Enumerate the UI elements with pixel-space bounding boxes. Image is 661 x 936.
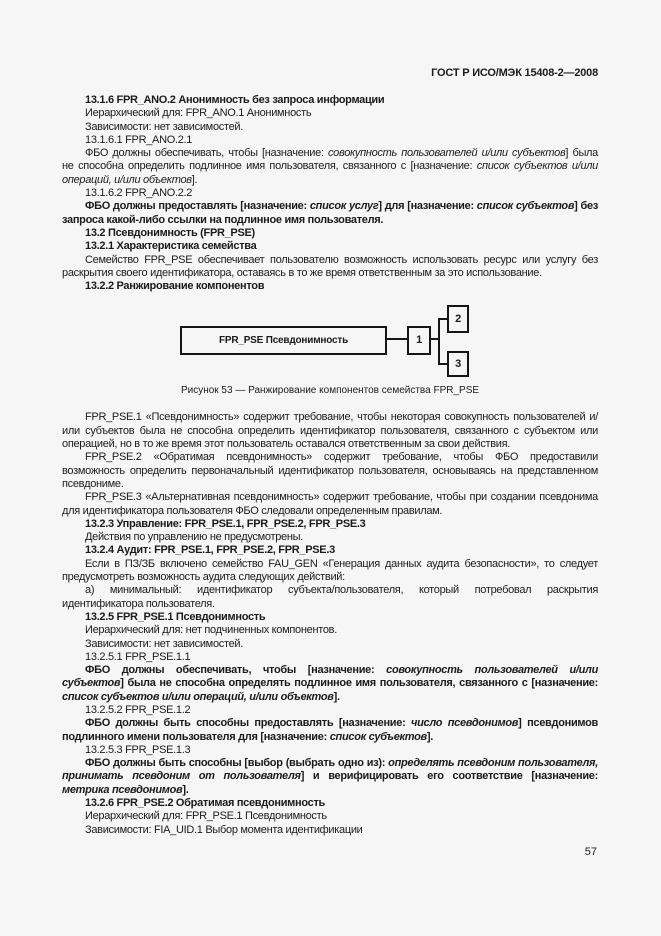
text-segment: 13.2.5 FPR_PSE.1 Псевдонимность [85,610,266,623]
body-paragraph [62,134,598,147]
body-paragraph [62,411,598,451]
text-segment: Иерархический для: нет подчиненных компонентов. [85,624,337,637]
text-segment: список субъектов и/или операций, и/или объектов [62,160,598,186]
body-paragraph [62,584,598,611]
body-paragraph [62,107,598,120]
body-paragraph [62,254,598,281]
section-heading [62,611,598,624]
body-paragraph [62,451,598,491]
text-segment: 13.2.4 Аудит: FPR_PSE.1, FPR_PSE.2, FPR_PSE.3 [85,544,335,557]
text-segment: ФБО должны быть способны предоставлять [назначение: [85,717,412,730]
body-paragraph [62,121,598,134]
text-segment: ]. [182,783,189,796]
figure-53-component-ranking [62,293,598,397]
body-paragraph [62,638,598,651]
text-segment: совокупность пользователей и/или субъектов [62,664,599,690]
section-block-top [62,94,598,293]
body-paragraph [62,757,598,797]
figure-connector-branch-2 [440,318,447,320]
text-segment: ] была не способна определить подлинное имя пользователя, связанного с [назначение: [62,147,598,173]
figure-component-1-label: 1 [416,334,422,347]
text-segment: 13.2.2 Ранжирование компонентов [85,280,265,293]
figure-component-2-box [447,305,469,333]
body-paragraph [62,558,598,585]
figure-family-label: FPR_PSE Псевдонимность [218,335,349,347]
text-segment: ФБО должны обеспечивать, чтобы [назначение: [85,147,328,160]
text-segment: FPR_PSE.3 «Альтернативная псевдонимность» содержит требование, чтобы при создании псевдонима для идентификатора пользователя ФБО следовали определенным правилам. [62,491,598,517]
text-segment: определять псевдоним пользователя, принимать псевдоним от пользователя [62,757,598,783]
text-segment: 13.2.3 Управление: FPR_PSE.1, FPR_PSE.2, FPR_PSE.3 [85,517,366,530]
text-segment: 13.2.5.3 FPR_PSE.1.3 [85,743,191,756]
text-segment: ]. [426,730,434,743]
text-segment: ] без запроса какой-либо ссылки на подлинное имя пользователя. [62,200,598,226]
text-segment: 13.2.1 Характеристика семейства [85,240,257,253]
text-segment: список субъектов [476,200,575,213]
section-heading [62,518,598,531]
text-segment: список услуг [309,200,379,213]
text-segment: Иерархический для: FPR_ANO.1 Анонимность [85,107,312,120]
body-paragraph [62,651,598,664]
body-paragraph [62,744,598,757]
text-segment: метрика псевдонимов [62,783,183,796]
text-segment: Иерархический для: FPR_PSE.1 Псевдонимность [85,810,327,823]
section-heading [62,227,598,240]
standard-header: ГОСТ Р ИСО/МЭК 15408-2—2008 [431,67,598,79]
text-segment: ]. [191,173,198,186]
body-paragraph [62,704,598,717]
text-segment: ФБО должны предоставлять [назначение: [85,200,310,213]
text-segment: Если в ПЗ/ЗБ включено семейство FAU_GEN «Генерация данных аудита безопасности», то следует предусмотреть возможность аудита следующих действий: [62,557,598,584]
text-segment: 13.2.5.1 FPR_PSE.1.1 [85,650,191,663]
figure-branch-vertical-line [438,318,440,365]
text-segment: ] псевдонимов подлинного имени пользователя для [назначение: [62,717,598,743]
body-paragraph [62,624,598,637]
text-segment: Зависимости: нет зависимостей. [85,637,243,650]
figure-caption: Рисунок 53 — Ранжирование компонентов семейства FPR_PSE [180,385,480,397]
body-paragraph [62,147,598,187]
body-paragraph [62,810,598,823]
section-heading [62,240,598,253]
text-segment: 13.1.6 FPR_ANO.2 Анонимность без запроса информации [85,94,385,106]
text-segment: 13.2.5.2 FPR_PSE.1.2 [85,703,191,716]
text-segment: 13.1.6.1 FPR_ANO.2.1 [85,133,193,146]
section-heading [62,797,598,810]
document-body [62,94,598,837]
section-block-bottom [62,411,598,837]
section-heading [62,544,598,557]
body-paragraph [62,200,598,227]
text-segment: 13.2.6 FPR_PSE.2 Обратимая псевдонимность [85,797,325,810]
text-segment: ФБО должны быть способны [выбор (выбрать одно из): [85,757,389,770]
text-segment: список субъектов [329,730,427,743]
text-segment: Семейство FPR_PSE обеспечивает пользователю возможность использовать ресурс или услугу без раскрытия своего идентификатора, оставаясь в то же время ответственным за это использование. [62,253,598,279]
text-segment: 13.2 Псевдонимность (FPR_PSE) [85,226,255,239]
body-paragraph [62,491,598,518]
body-paragraph [62,187,598,200]
text-segment: ]. [333,690,340,703]
section-heading [62,94,598,107]
text-segment: ФБО должны обеспечивать, чтобы [назначение: [85,664,387,677]
text-segment: ] и верифицировать его соответствие [назначение: [300,770,598,783]
body-paragraph [62,531,598,544]
text-segment: 13.1.6.2 FPR_ANO.2.2 [85,187,193,200]
figure-component-2-label: 2 [455,312,461,325]
body-paragraph [62,664,598,704]
figure-component-1-box [407,326,431,355]
figure-component-3-box [447,351,469,377]
text-segment: Зависимости: нет зависимостей. [85,120,243,133]
text-segment: число псевдонимов [411,717,519,730]
text-segment: список субъектов и/или операций, и/или объектов [62,690,334,703]
text-segment: ] для [назначение: [378,200,477,213]
text-segment: ] была не способна определять подлинное имя пользователя, связанного с [назначение: [120,677,598,690]
page-number: 57 [584,846,597,858]
text-segment: а) минимальный: идентификатор субъекта/пользователя, который потребовал раскрытия идентификатора пользователя. [62,584,598,610]
figure-connector-main-1 [387,338,407,340]
text-segment: совокупность пользователей и/или субъектов [327,147,566,160]
body-paragraph [62,824,598,837]
text-segment: FPR_PSE.2 «Обратимая псевдонимность» содержит требование, чтобы ФБО предоставили возможность определить первоначальный идентификатор пользователя, основываясь на представленном псевдониме. [62,451,598,490]
figure-family-box [180,326,387,355]
figure-connector-branch-3 [440,363,447,365]
body-paragraph [62,717,598,744]
text-segment: Зависимости: FIA_UID.1 Выбор момента идентификации [85,823,363,836]
text-segment: Действия по управлению не предусмотрены. [85,531,303,544]
figure-component-3-label: 3 [455,357,461,370]
section-heading [62,280,598,293]
text-segment: FPR_PSE.1 «Псевдонимность» содержит требование, чтобы некоторая совокупность пользователей и/или субъектов была не способна определить идентификатор пользователя, связанного с субъектом или операцией, но в то же время этот пользователь оставался ответственным за свои действия. [62,411,598,451]
